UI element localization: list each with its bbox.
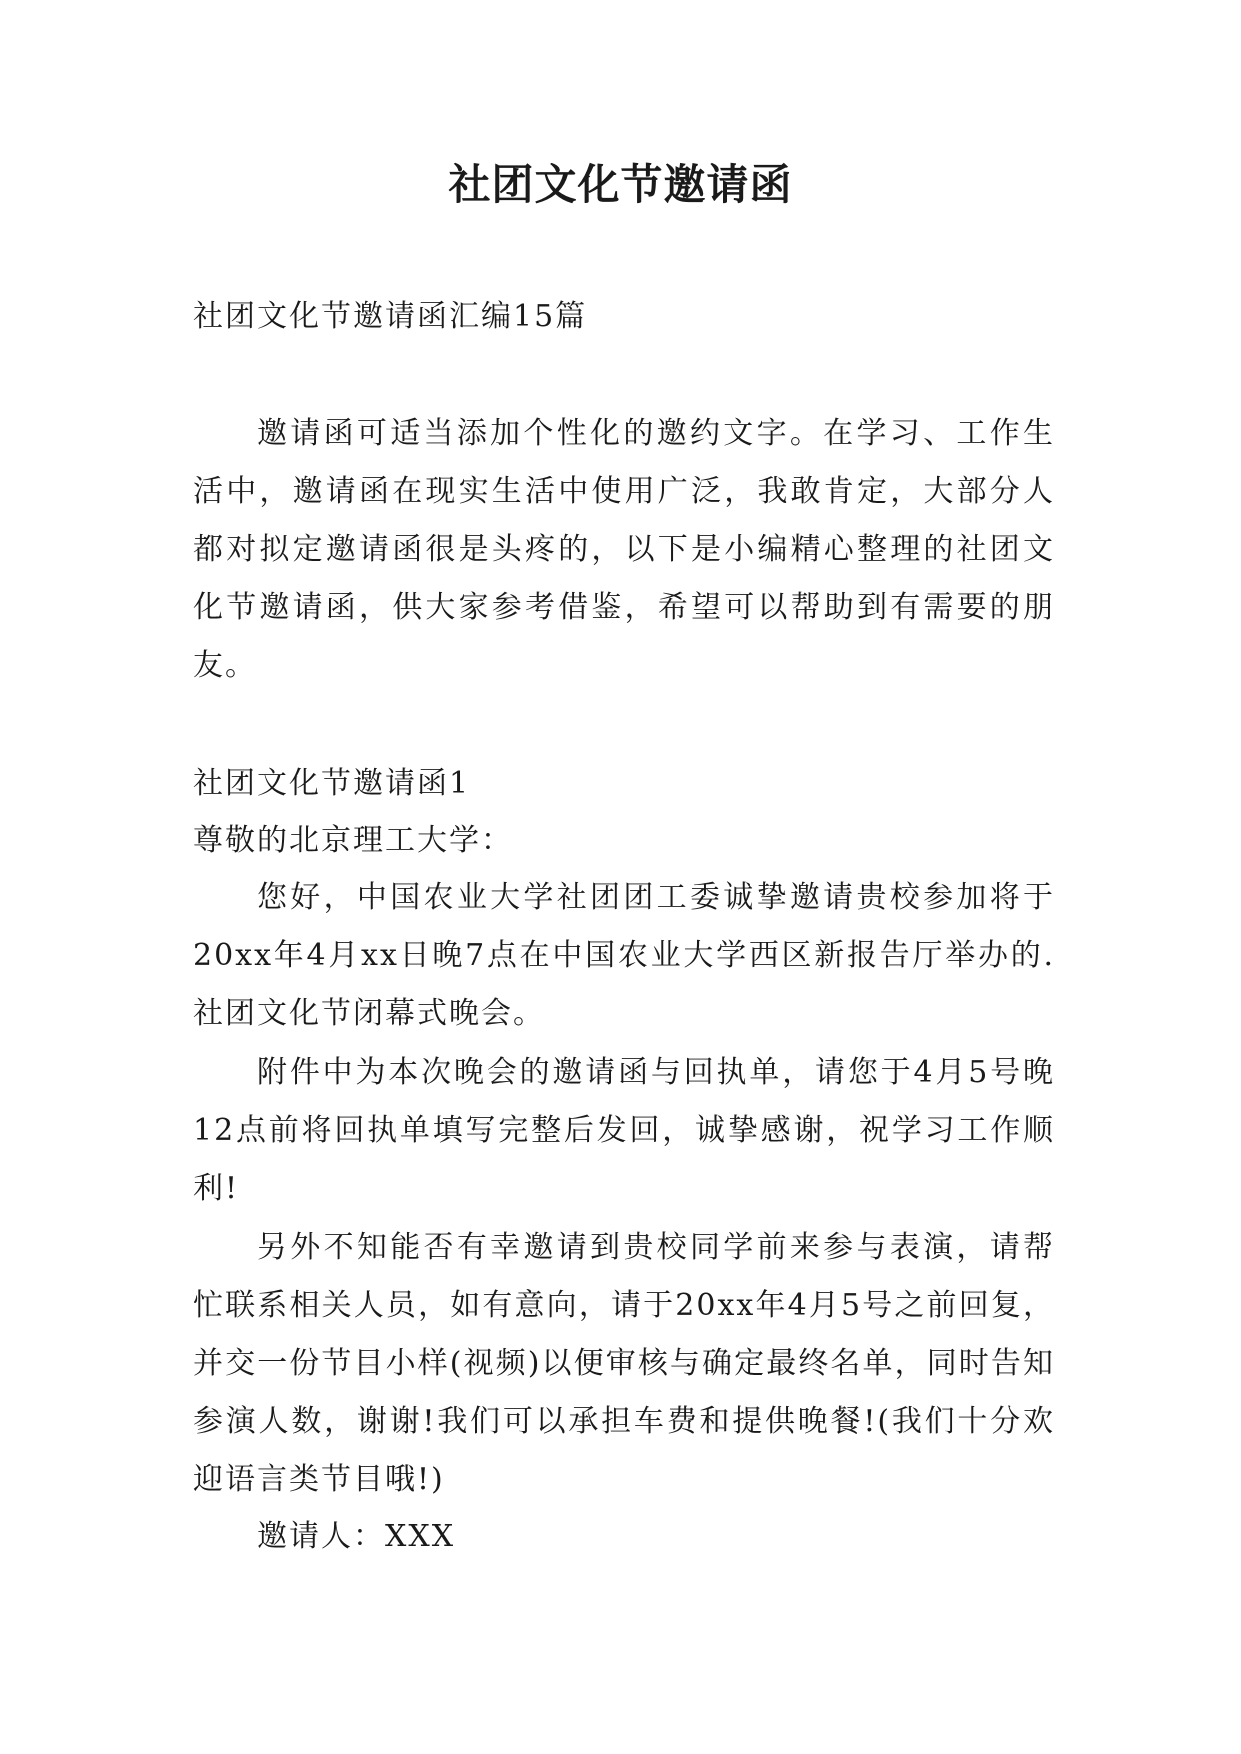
letter-salutation: 尊敬的北京理工大学： <box>193 823 513 858</box>
document-title: 社团文化节邀请函 <box>448 160 793 209</box>
letter-paragraph: 附件中为本次晚会的邀请函与回执单，请您于4月5号晚12点前将回执单填写完整后发回，诚挚感谢，祝学习工作顺利! <box>193 1055 1055 1206</box>
document-subtitle: 社团文化节邀请函汇编15篇 <box>193 299 588 334</box>
letter-paragraph: 您好，中国农业大学社团团工委诚挚邀请贵校参加将于20xx年4月xx日晚7点在中国农业大学西区新报告厅举办的.社团文化节闭幕式晚会。 <box>193 880 1055 1031</box>
intro-paragraph: 邀请函可适当添加个性化的邀约文字。在学习、工作生活中，邀请函在现实生活中使用广泛，我敢肯定，大部分人都对拟定邀请函很是头疼的，以下是小编精心整理的社团文化节邀请函，供大家参考借鉴，希望可以帮助到有需要的朋友。 <box>193 416 1055 683</box>
letter-inviter: 邀请人：XXX <box>257 1519 456 1554</box>
letter-paragraph: 另外不知能否有幸邀请到贵校同学前来参与表演，请帮忙联系相关人员，如有意向，请于20xx年4月5号之前回复，并交一份节目小样(视频)以便审核与确定最终名单，同时告知参演人数，谢谢!我们可以承担车费和提供晚餐!(我们十分欢迎语言类节目哦!) <box>193 1230 1055 1497</box>
letter-heading: 社团文化节邀请函1 <box>193 766 471 801</box>
